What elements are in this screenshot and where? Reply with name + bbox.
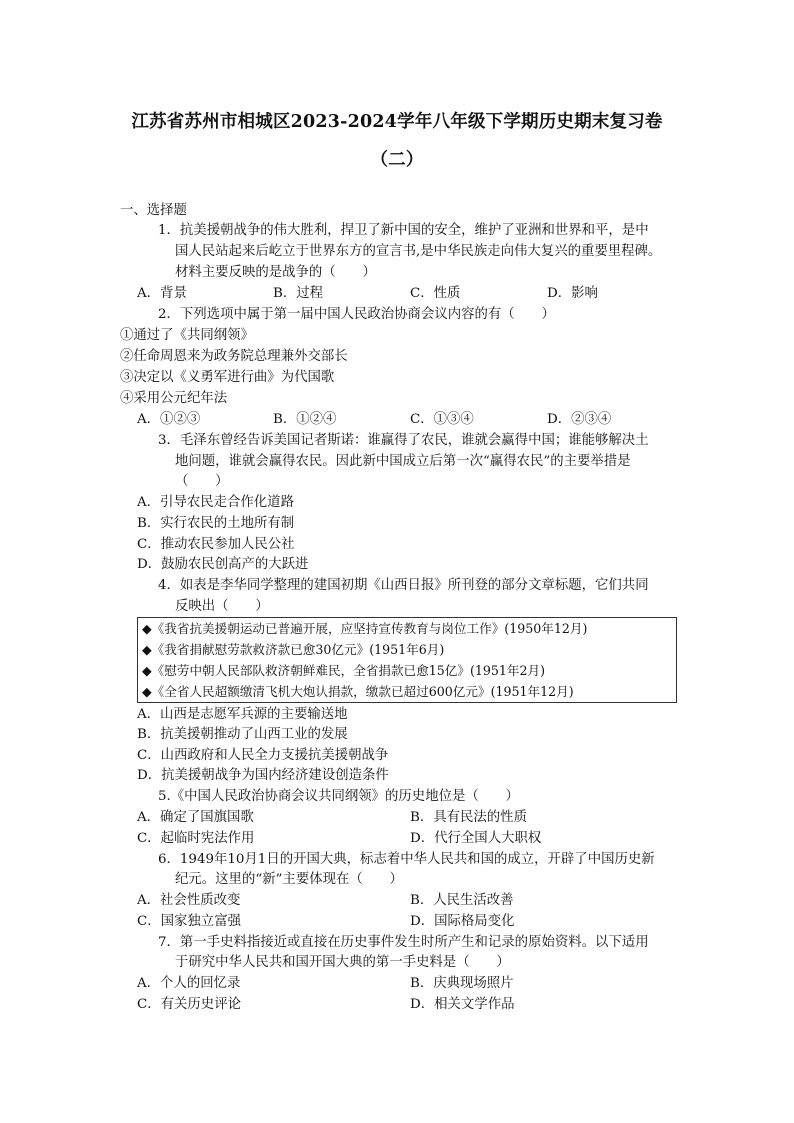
table-row: ◆《我省捐献慰劳款救济款已愈30亿元》(1951年6月) <box>142 642 445 657</box>
option-a: A．社会性质改变 <box>137 893 241 908</box>
option-d: D．影响 <box>547 286 598 301</box>
option-c: C．起临时宪法作用 <box>137 831 255 846</box>
list-item: ①通过了《共同纲领》 <box>120 328 254 343</box>
exam-subtitle: （二） <box>370 150 424 170</box>
option-b: B．抗美援朝推动了山西工业的发展 <box>137 727 348 742</box>
question-text: 6．1949年10月1日的开国大典，标志着中华人民共和国的成立，开辟了中国历史新 <box>158 852 655 867</box>
question-text: 4．如表是李华同学整理的建国初期《山西日报》所刊登的部分文章标题，它们共同 <box>158 578 649 593</box>
table-row: ◆《全省人民超额缴清飞机大炮认捐款，缴款已超过600亿元》(1951年12月) <box>142 684 574 699</box>
list-item: ③决定以《义勇军进行曲》为代国歌 <box>120 370 335 385</box>
question-text: 国人民站起来后屹立于世界东方的宣言书,是中华民族走向伟大复兴的重要里程碑。 <box>175 244 662 259</box>
option-b: B．①②④ <box>273 412 337 427</box>
table-row: ◆《我省抗美援朝运动已普遍开展，应坚持宣传教育与岗位工作》(1950年12月) <box>142 621 588 636</box>
question-text: （ ） <box>175 474 229 489</box>
option-b: B．具有民法的性质 <box>410 810 527 825</box>
table-row: ◆《慰劳中朝人民部队救济朝鲜难民，全省捐款已愈15亿》(1951年2月) <box>142 663 546 678</box>
option-a: A．①②③ <box>137 412 201 427</box>
option-a: A．背景 <box>137 286 187 301</box>
option-c: C．有关历史评论 <box>137 997 241 1012</box>
option-d: D．②③④ <box>547 412 612 427</box>
option-a: A．确定了国旗国歌 <box>137 810 254 825</box>
option-d: D．鼓励农民创高产的大跃进 <box>137 557 309 572</box>
question-text: 反映出（ ） <box>175 599 269 614</box>
question-text: 5.《中国人民政治协商会议共同纲领》的历史地位是（ ） <box>158 789 519 804</box>
headline-table <box>137 617 677 703</box>
option-a: A．个人的回忆录 <box>137 976 241 991</box>
option-c: C．山西政府和人民全力支援抗美援朝战争 <box>137 748 389 763</box>
option-d: D．代行全国人大职权 <box>410 831 542 846</box>
option-b: B．人民生活改善 <box>410 893 514 908</box>
exam-title: 江苏省苏州市相城区2023-2024学年八年级下学期历史期末复习卷 <box>131 112 663 132</box>
question-text: 于研究中华人民共和国开国大典的第一手史料是（ ） <box>175 955 510 970</box>
question-text: 材料主要反映的是战争的（ ） <box>175 265 376 280</box>
question-text: 地问题，谁就会赢得农民。因此新中国成立后第一次“赢得农民”的主要举措是 <box>175 454 631 469</box>
option-b: B．庆典现场照片 <box>410 976 514 991</box>
list-item: ④采用公元纪年法 <box>120 391 228 406</box>
option-d: D．国际格局变化 <box>410 914 515 929</box>
section-heading: 一、选择题 <box>120 203 187 218</box>
question-text: 2．下列选项中属于第一届中国人民政治协商会议内容的有（ ） <box>158 307 555 322</box>
option-d: D．相关文学作品 <box>410 997 515 1012</box>
option-c: C．①③④ <box>410 412 474 427</box>
question-text: 7．第一手史料指接近或直接在历史事件发生时所产生和记录的原始资料。以下适用 <box>158 935 649 950</box>
list-item: ②任命周恩来为政务院总理兼外交部长 <box>120 349 348 364</box>
option-d: D．抗美援朝战争为国内经济建设创造条件 <box>137 768 389 783</box>
option-b: B．实行农民的土地所有制 <box>137 516 295 531</box>
question-text: 1．抗美援朝战争的伟大胜利，捍卫了新中国的安全，维护了亚洲和世界和平，是中 <box>158 223 649 238</box>
question-text: 纪元。这里的“新”主要体现在（ ） <box>175 872 403 887</box>
option-b: B．过程 <box>273 286 324 301</box>
option-c: C．性质 <box>410 286 461 301</box>
option-c: C．国家独立富强 <box>137 914 241 929</box>
option-a: A．引导农民走合作化道路 <box>137 495 294 510</box>
option-c: C．推动农民参加人民公社 <box>137 537 295 552</box>
option-a: A．山西是志愿军兵源的主要输送地 <box>137 707 348 722</box>
question-text: 3．毛泽东曾经告诉美国记者斯诺：谁赢得了农民，谁就会赢得中国；谁能够解决土 <box>158 433 649 448</box>
